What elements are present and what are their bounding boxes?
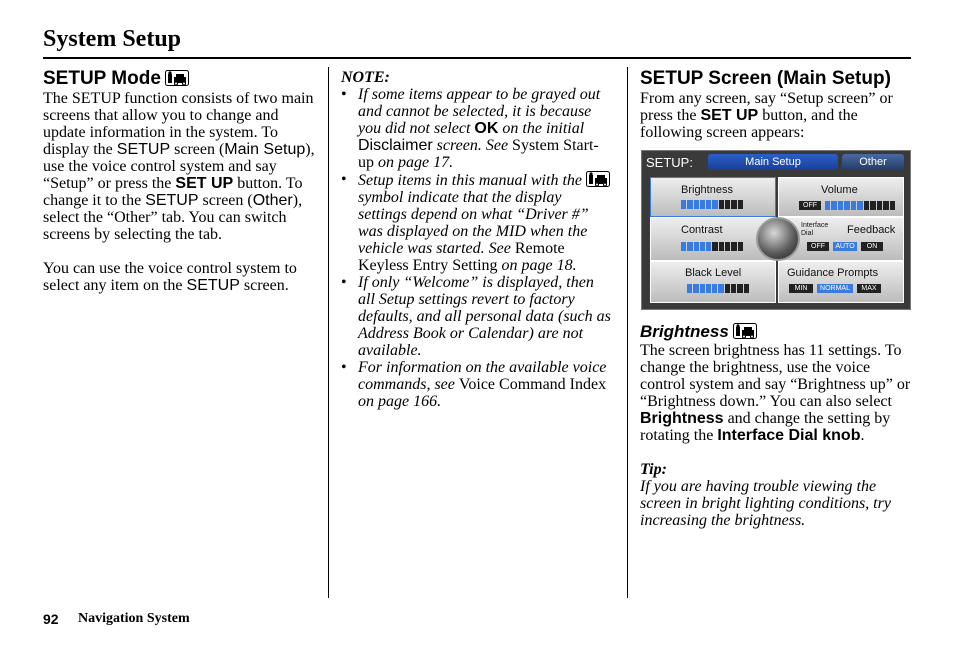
text-run: System Start-up xyxy=(358,137,599,171)
bullet-icon: • xyxy=(341,359,347,376)
text-run: Setup items in this manual with the xyxy=(358,172,586,189)
text-run: Remote Keyless Entry Setting xyxy=(358,240,565,274)
text-run: Voice Command Index xyxy=(458,376,607,393)
note-item xyxy=(341,171,613,274)
tip-label: Tip: xyxy=(640,461,667,478)
bullet-icon: • xyxy=(341,171,347,188)
text-run: The screen brightness has 11 settings. To change the brightness, use the voice control system and say “Brightness up” or “Brightness down.” You can also select xyxy=(640,342,911,410)
text-run: on page 17. xyxy=(374,154,454,171)
column-divider-left xyxy=(328,67,329,598)
bullet-icon: • xyxy=(341,274,347,291)
text-run: screen. See xyxy=(432,137,513,154)
setup-mode-voice-note xyxy=(43,260,315,294)
setup-screen-intro xyxy=(640,90,912,141)
note-item xyxy=(341,86,613,171)
text-run: screen ( xyxy=(198,192,253,209)
text-run: If some items appear to be grayed out and cannot be selected, it is because you did not select xyxy=(358,86,601,137)
screen-feedback-auto: AUTO xyxy=(833,242,857,251)
header-rule xyxy=(43,57,911,59)
setup-mode-heading-text: SETUP Mode xyxy=(43,68,161,89)
screen-guidance-min: MIN xyxy=(789,284,813,293)
page-title: System Setup xyxy=(43,26,182,52)
screen-guidance-normal: NORMAL xyxy=(817,284,853,293)
text-run: Other xyxy=(252,192,293,209)
brightness-heading xyxy=(640,322,912,342)
left-column xyxy=(43,68,315,294)
text-run: You can use the voice control system to select any item on the xyxy=(43,260,297,294)
screen-volume-label: Volume xyxy=(821,184,858,196)
screen-guidance-max: MAX xyxy=(857,284,881,293)
note-item xyxy=(341,274,613,359)
screen-black-level-panel xyxy=(650,261,776,303)
text-run: From any screen, say “Setup screen” or press the xyxy=(640,90,893,124)
middle-column xyxy=(341,69,613,410)
note-label: NOTE: xyxy=(341,69,390,86)
text-run: button, and the following screen appears: xyxy=(640,107,858,141)
screen-black-level-bar xyxy=(687,284,749,293)
screen-interface-dial-label: Interface Dial xyxy=(801,222,829,237)
screen-brightness-panel xyxy=(650,177,776,217)
screen-volume-panel xyxy=(778,177,904,217)
screen-setup-label: SETUP: xyxy=(646,155,693,170)
screen-contrast-label: Contrast xyxy=(681,224,723,236)
brightness-section xyxy=(640,322,912,529)
text-run: SETUP xyxy=(145,192,199,209)
setup-screen-image xyxy=(641,150,911,310)
setup-mode-heading xyxy=(43,68,315,90)
text-run: on page 18. xyxy=(497,257,577,274)
text-run: SET UP xyxy=(175,175,234,192)
brightness-description xyxy=(640,342,912,444)
screen-feedback-off: OFF xyxy=(807,242,829,251)
text-run: and change the setting by rotating the xyxy=(640,410,891,444)
note-list xyxy=(341,86,613,410)
screen-interface-dial-knob-icon xyxy=(756,217,800,261)
screen-volume-bar xyxy=(825,201,895,210)
text-run: OK xyxy=(474,120,499,137)
text-run: SETUP xyxy=(186,277,240,294)
right-column xyxy=(640,68,912,141)
bullet-icon: • xyxy=(341,86,347,103)
setup-mode-intro xyxy=(43,90,315,243)
column-divider-right xyxy=(627,67,628,598)
screen-black-level-label: Black Level xyxy=(685,267,742,279)
screen-tab-other: Other xyxy=(842,154,904,170)
brightness-heading-text: Brightness xyxy=(640,322,729,341)
text-run: ), use the voice control system and say “Setup” or press the xyxy=(43,141,315,192)
text-run: SET UP xyxy=(700,107,759,124)
text-run: ), select the “Other” tab. You can switch screens by selecting the tab. xyxy=(43,192,303,243)
page-number: 92 xyxy=(43,611,59,627)
screen-volume-off: OFF xyxy=(799,201,821,210)
text-run: The SETUP function consists of two main screens that allow you to change and update information in the system. To display the xyxy=(43,90,314,158)
screen-brightness-label: Brightness xyxy=(681,184,733,196)
screen-contrast-bar xyxy=(681,242,743,251)
screen-tab-main-setup: Main Setup xyxy=(708,154,838,170)
tip-text: If you are having trouble viewing the screen in bright lighting conditions, try increasing the brightness. xyxy=(640,478,891,529)
screen-brightness-bar xyxy=(681,200,743,209)
text-run: SETUP xyxy=(116,141,171,158)
text-run: . xyxy=(860,427,865,444)
driver-id-icon xyxy=(165,70,189,86)
text-run: symbol indicate that the display settings depend on what “Driver #” was displayed on the MID when the vehicle was started. See xyxy=(358,189,589,257)
footer-section: Navigation System xyxy=(78,611,190,626)
setup-screen-heading: SETUP Screen (Main Setup) xyxy=(640,68,891,89)
screen-guidance-label: Guidance Prompts xyxy=(787,267,879,279)
text-run: For information on the available voice commands, see xyxy=(358,359,607,393)
driver-id-icon xyxy=(733,323,757,339)
text-run: screen ( xyxy=(170,141,225,158)
text-run: Brightness xyxy=(640,410,724,427)
driver-id-icon xyxy=(586,171,610,187)
text-run: on the initial xyxy=(498,120,585,137)
text-run: Interface Dial knob xyxy=(717,427,861,444)
text-run: on page 166. xyxy=(358,393,442,410)
text-run: Disclaimer xyxy=(358,137,433,154)
text-run: Main Setup xyxy=(224,141,306,158)
screen-feedback-on: ON xyxy=(861,242,883,251)
text-run: If only “Welcome” is displayed, then all Setup settings revert to factory defaults, and all personal data (such as Address Book or Calendar) are not available. xyxy=(358,274,611,359)
screen-guidance-panel xyxy=(778,261,904,303)
screen-feedback-label: Feedback xyxy=(847,224,896,236)
text-run: button. To change it to the xyxy=(43,175,303,209)
text-run: screen. xyxy=(239,277,289,294)
note-item xyxy=(341,359,613,410)
